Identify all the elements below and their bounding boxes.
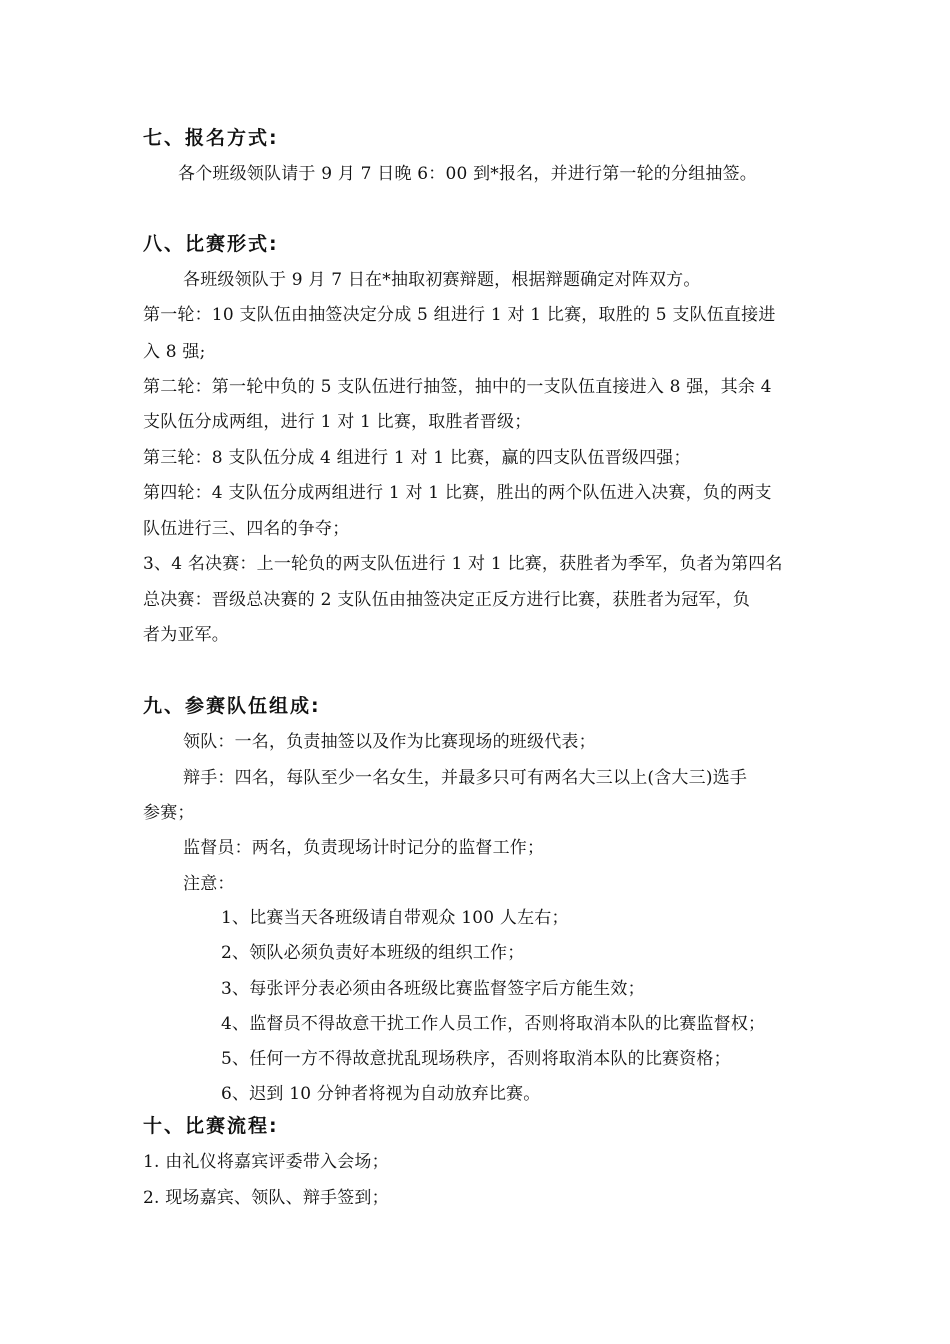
paragraph-line: 者为亚军。 [143,625,229,645]
paragraph-line: 支队伍分成两组，进行 1 对 1 比赛，取胜者晋级； [143,412,532,432]
paragraph-line: 注意： [183,874,235,894]
paragraph-line: 第二轮：第一轮中负的 5 支队伍进行抽签，抽中的一支队伍直接进入 8 强，其余 4 [143,377,772,397]
note-item: 5、任何一方不得故意扰乱现场秩序，否则将取消本队的比赛资格； [221,1049,731,1069]
list-item: 1. 由礼仪将嘉宾评委带入会场； [143,1152,389,1172]
paragraph-line: 各个班级领队请于 9 月 7 日晚 6：00 到*报名，并进行第一轮的分组抽签。 [178,164,758,184]
section-heading-procedure: 十、比赛流程: [143,1115,279,1137]
note-item: 6、迟到 10 分钟者将视为自动放弃比赛。 [221,1084,541,1104]
paragraph-line: 参赛； [143,803,195,823]
list-item: 2. 现场嘉宾、领队、辩手签到； [143,1188,389,1208]
section-heading-format: 八、比赛形式: [143,233,279,255]
paragraph-line: 第一轮：10 支队伍由抽签决定分成 5 组进行 1 对 1 比赛，取胜的 5 支队伍直接进 [143,305,776,325]
paragraph-line: 第三轮：8 支队伍分成 4 组进行 1 对 1 比赛，赢的四支队伍晋级四强； [143,448,691,468]
section-heading-registration: 七、报名方式: [143,127,279,149]
note-item: 2、领队必须负责好本班级的组织工作； [221,943,525,963]
paragraph-line: 入 8 强; [143,342,206,362]
paragraph-line: 各班级领队于 9 月 7 日在*抽取初赛辩题，根据辩题确定对阵双方。 [183,270,701,290]
paragraph-line: 队伍进行三、四名的争夺； [143,519,350,539]
paragraph-line: 辩手：四名，每队至少一名女生，并最多只可有两名大三以上(含大三)选手 [183,768,748,788]
note-item: 3、每张评分表必须由各班级比赛监督签字后方能生效； [221,979,645,999]
section-heading-team-composition: 九、参赛队伍组成: [143,695,321,717]
note-item: 4、监督员不得故意干扰工作人员工作，否则将取消本队的比赛监督权； [221,1014,766,1034]
paragraph-line: 监督员：两名，负责现场计时记分的监督工作； [183,838,545,858]
paragraph-line: 3、4 名决赛：上一轮负的两支队伍进行 1 对 1 比赛，获胜者为季军，负者为第四名 [143,554,783,574]
paragraph-line: 领队：一名，负责抽签以及作为比赛现场的班级代表； [183,732,596,752]
paragraph-line: 第四轮：4 支队伍分成两组进行 1 对 1 比赛，胜出的两个队伍进入决赛，负的两支 [143,483,772,503]
note-item: 1、比赛当天各班级请自带观众 100 人左右； [221,908,569,928]
paragraph-line: 总决赛：晋级总决赛的 2 支队伍由抽签决定正反方进行比赛，获胜者为冠军，负 [143,590,751,610]
